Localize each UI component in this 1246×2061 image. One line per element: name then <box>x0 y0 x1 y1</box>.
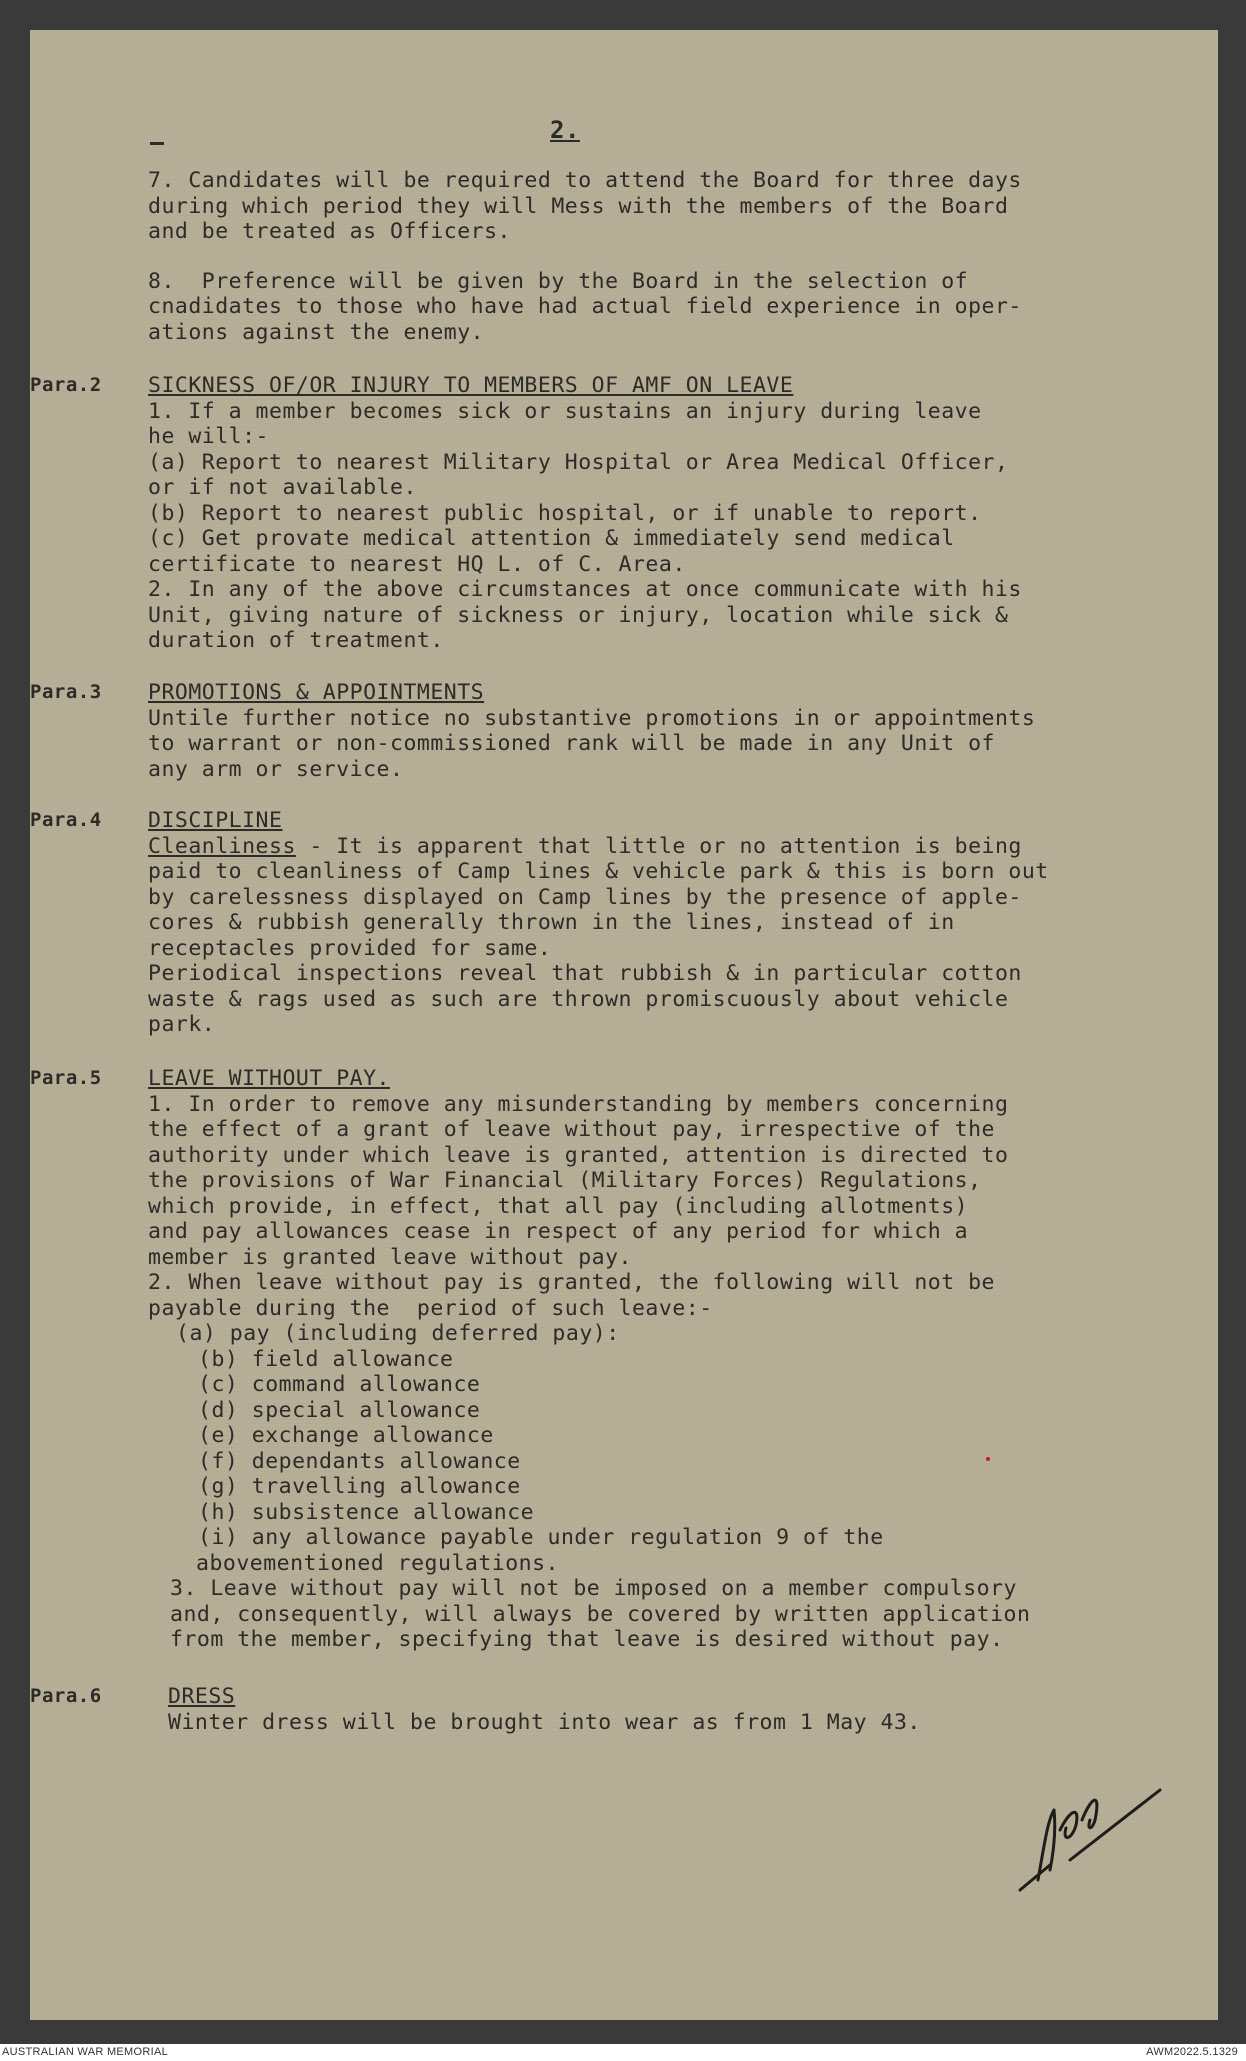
footer-credit: AUSTRALIAN WAR MEMORIAL <box>2 2046 169 2058</box>
para6-heading: DRESS <box>168 1684 236 1709</box>
text-line: Untile further notice no substantive promotions in or appointments <box>148 705 1036 731</box>
para3-label: Para.3 <box>30 681 102 703</box>
list-item: (f) dependants allowance <box>198 1448 521 1474</box>
list-item: (i) any allowance payable under regulation 9 of the <box>198 1525 884 1550</box>
text-line: Periodical inspections reveal that rubbish & in particular cotton <box>148 961 1022 986</box>
text-line: and pay allowances cease in respect of any period for which a <box>148 1219 969 1244</box>
para6-section <box>168 1684 1228 1735</box>
list-item: (h) subsistence allowance <box>198 1499 535 1525</box>
text-line: 7. Candidates will be required to attend the Board for three days <box>148 168 1022 193</box>
text-line: and, consequently, will always be covered by written application <box>170 1601 1031 1627</box>
text-line: Winter dress will be brought into wear as from 1 May 43. <box>168 1709 921 1735</box>
para4-first-line-rest: - It is apparent that little or no attention is being <box>295 833 1022 859</box>
list-item: (g) travelling allowance <box>198 1474 521 1499</box>
text-line: and be treated as Officers. <box>148 219 511 244</box>
para2-heading: SICKNESS OF/OR INJURY TO MEMBERS OF AMF ON LEAVE <box>148 373 794 398</box>
text-line: park. <box>148 1012 216 1037</box>
text-line <box>148 245 1208 269</box>
para3-heading: PROMOTIONS & APPOINTMENTS <box>148 680 485 705</box>
text-line: which provide, in effect, that all pay (including allotments) <box>148 1193 969 1219</box>
para5-label: Para.5 <box>30 1067 102 1089</box>
text-line: to warrant or non-commissioned rank will be made in any Unit of <box>148 731 995 756</box>
text-line: 3. Leave without pay will not be imposed on a member compulsory <box>170 1576 1017 1601</box>
list-item: (e) exchange allowance <box>198 1423 494 1448</box>
text-line: from the member, specifying that leave is desired without pay. <box>170 1627 1004 1652</box>
text-line: certificate to nearest HQ L. of C. Area. <box>148 551 686 577</box>
handwritten-signature <box>1010 1770 1180 1900</box>
para1-continuation <box>148 168 1208 345</box>
list-item-continuation: abovementioned regulations. <box>196 1550 559 1576</box>
text-line: paid to cleanliness of Camp lines & vehicle park & this is born out <box>148 859 1049 884</box>
text-line <box>148 834 1208 860</box>
list-item: (a) pay (including deferred pay): <box>176 1321 620 1346</box>
para4-label: Para.4 <box>30 809 102 831</box>
para2-section <box>148 373 1208 654</box>
text-line: 1. If a member becomes sick or sustains an injury during leave <box>148 398 982 424</box>
text-line: or if not available. <box>148 475 417 500</box>
text-line: the provisions of War Financial (Military Forces) Regulations, <box>148 1168 982 1193</box>
para2-label: Para.2 <box>30 374 102 396</box>
text-line: 2. When leave without pay is granted, the following will not be <box>148 1270 995 1295</box>
para5-section <box>148 1066 1208 1653</box>
document-page <box>30 30 1218 2020</box>
text-line: receptacles provided for same. <box>148 935 552 961</box>
para4-section <box>148 808 1208 1038</box>
list-item: (b) field allowance <box>198 1346 454 1372</box>
para3-section <box>148 680 1208 782</box>
text-line: any arm or service. <box>148 756 404 782</box>
list-item: (c) command allowance <box>198 1372 481 1397</box>
para5-heading: LEAVE WITHOUT PAY. <box>148 1066 390 1091</box>
text-line: during which period they will Mess with the members of the Board <box>148 193 1009 219</box>
text-line: payable during the period of such leave:- <box>148 1295 713 1321</box>
para6-label: Para.6 <box>30 1685 102 1707</box>
text-line: (a) Report to nearest Military Hospital or Area Medical Officer, <box>148 449 1009 475</box>
document-body <box>30 30 1218 2020</box>
list-item: (d) special allowance <box>198 1397 481 1423</box>
para4-heading: DISCIPLINE <box>148 808 283 833</box>
text-line: Unit, giving nature of sickness or injury, location while sick & <box>148 602 1009 628</box>
text-line: ations against the enemy. <box>148 319 485 345</box>
text-line: (c) Get provate medical attention & immediately send medical <box>148 526 955 551</box>
text-line: cnadidates to those who have had actual field experience in oper- <box>148 294 1022 319</box>
text-line: member is granted leave without pay. <box>148 1244 632 1270</box>
text-line: he will:- <box>148 424 269 449</box>
text-line: 2. In any of the above circumstances at once communicate with his <box>148 577 1022 602</box>
margin-mark <box>150 142 164 145</box>
text-line: 1. In order to remove any misunderstanding by members concerning <box>148 1091 1009 1117</box>
footer-accession-number: AWM2022.5.1329 <box>1146 2046 1238 2058</box>
ink-speck <box>986 1457 990 1461</box>
text-line: (b) Report to nearest public hospital, or if unable to report. <box>148 500 982 526</box>
page-number: 2. <box>550 116 580 144</box>
text-line: 8. Preference will be given by the Board in the selection of <box>148 268 969 294</box>
text-line: authority under which leave is granted, attention is directed to <box>148 1142 1009 1168</box>
para4-subheading: Cleanliness <box>148 833 296 859</box>
text-line: duration of treatment. <box>148 628 444 653</box>
text-line: cores & rubbish generally thrown in the lines, instead of in <box>148 910 955 935</box>
text-line: by carelessness displayed on Camp lines by the presence of apple- <box>148 884 1022 910</box>
text-line: the effect of a grant of leave without pay, irrespective of the <box>148 1117 995 1142</box>
text-line: waste & rags used as such are thrown promiscuously about vehicle <box>148 986 1009 1012</box>
